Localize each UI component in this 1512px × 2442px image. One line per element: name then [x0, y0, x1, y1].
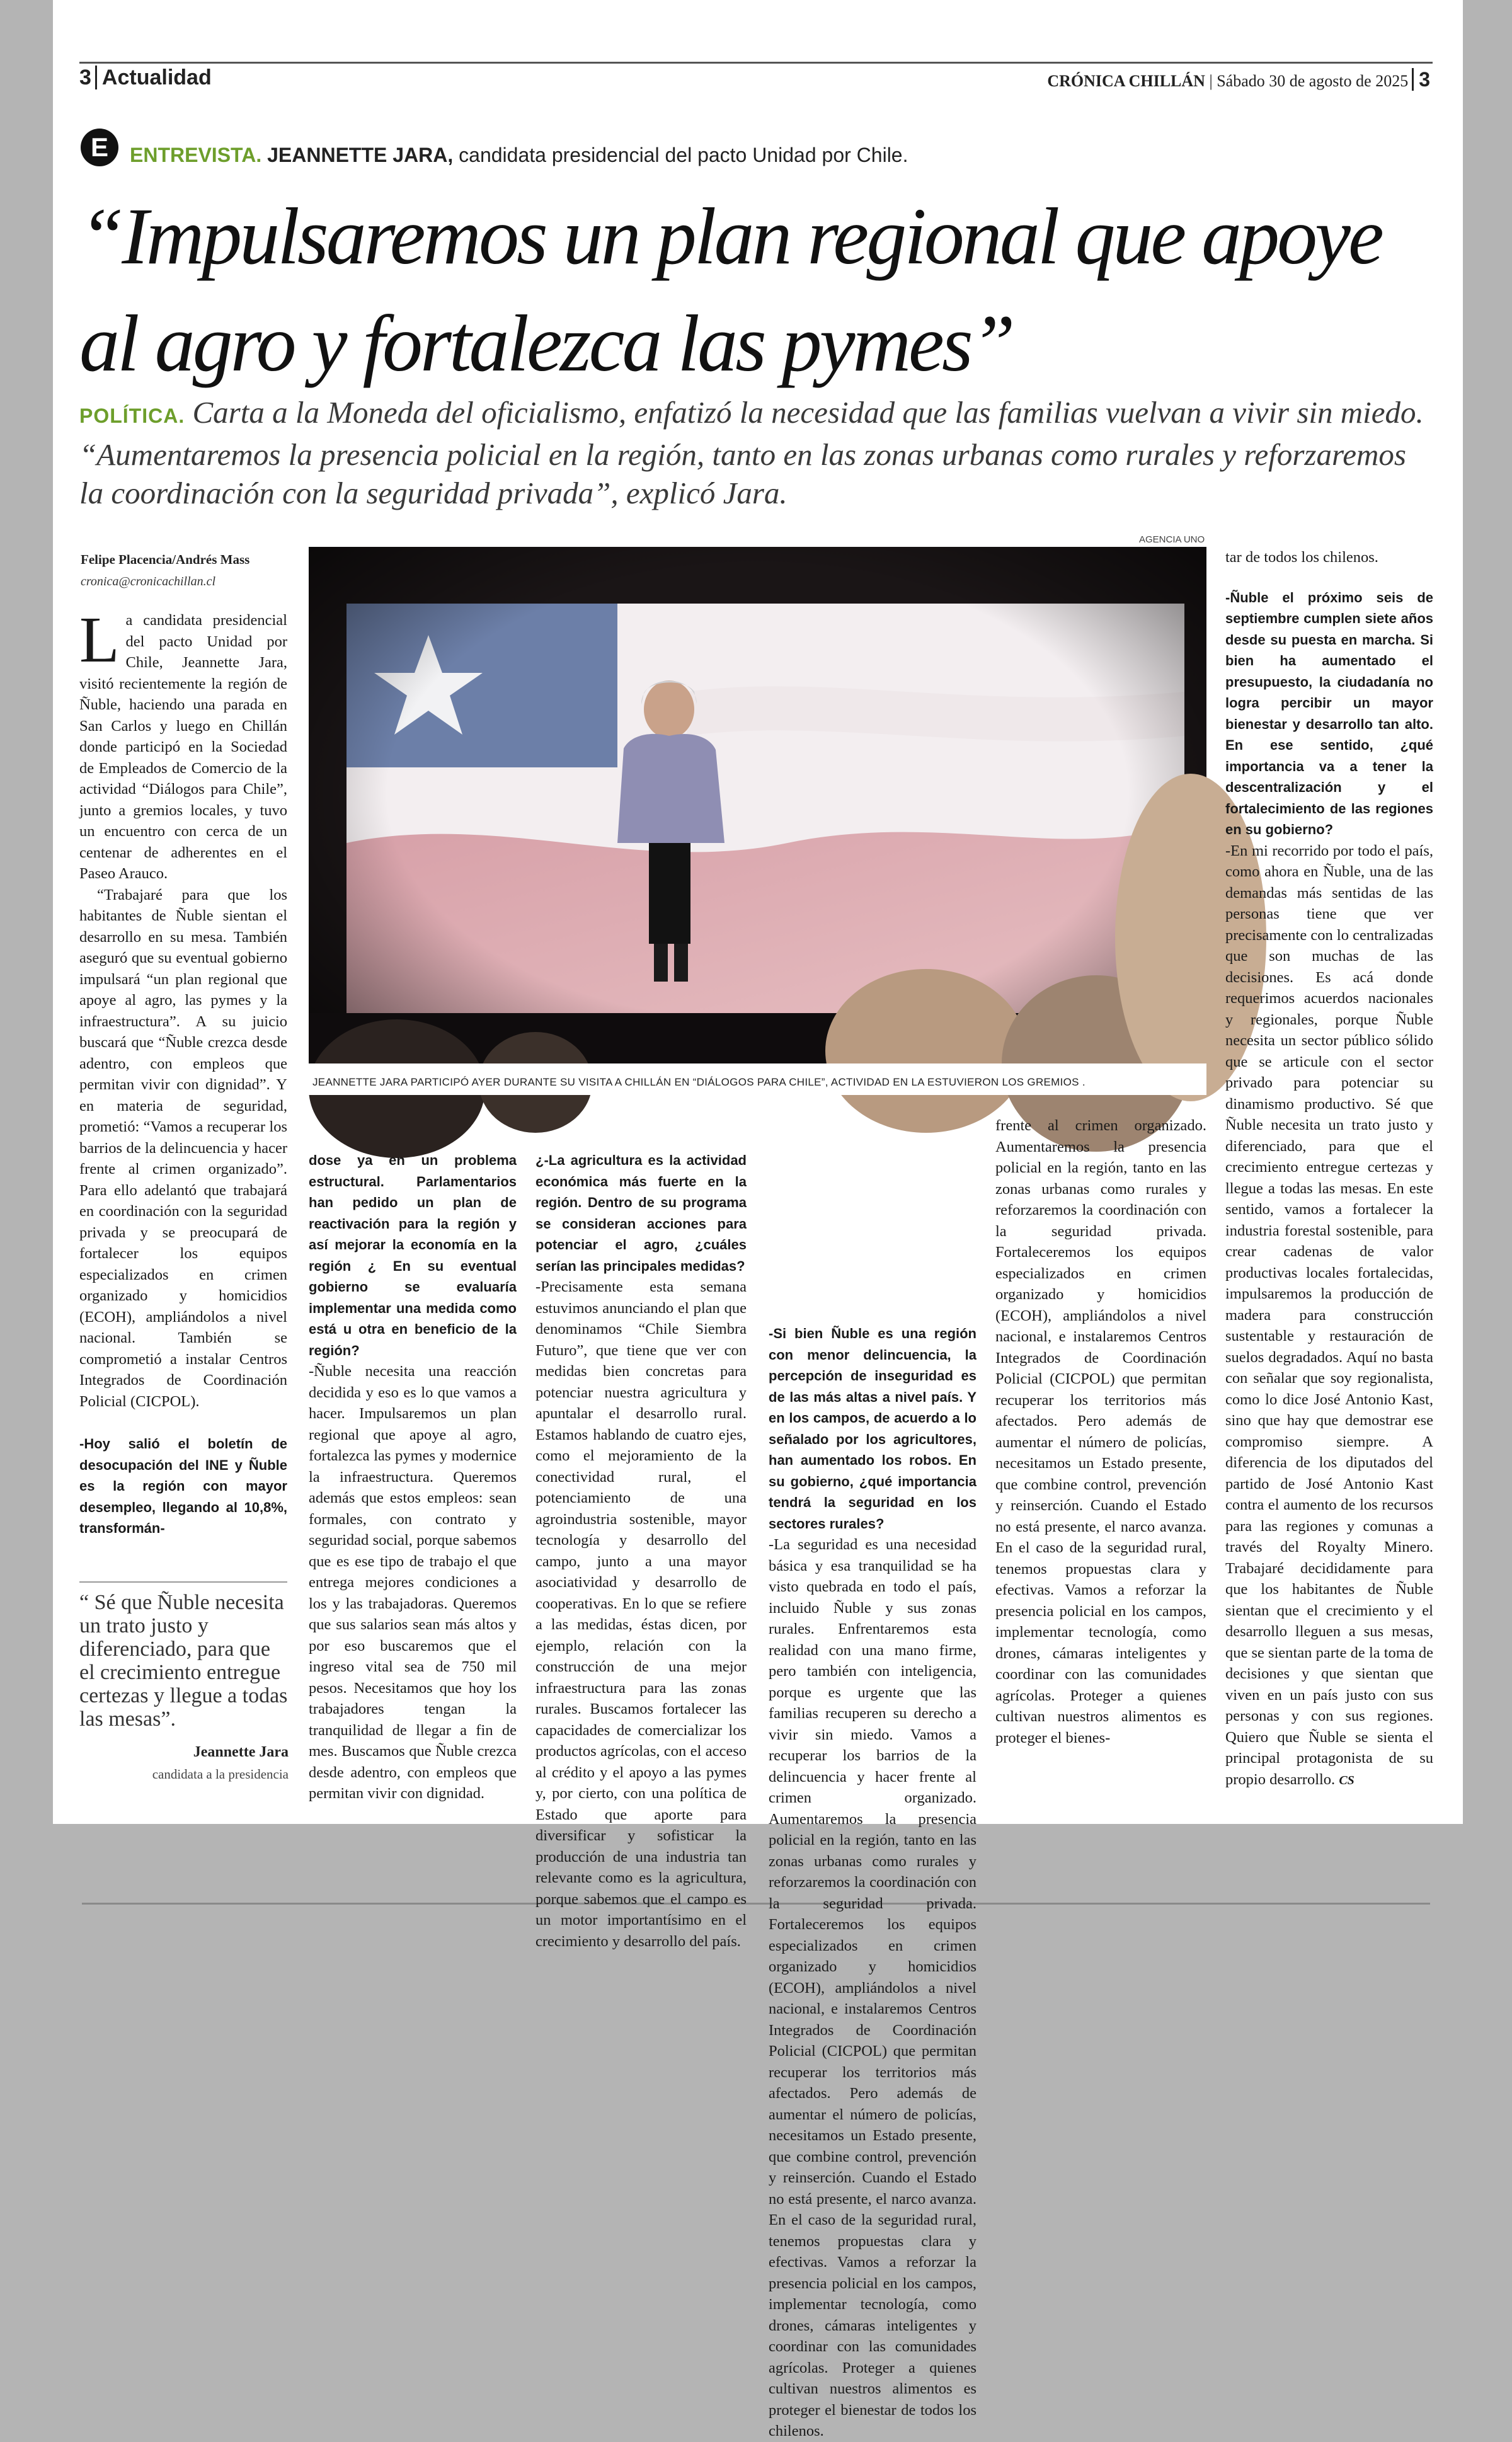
- event-photo-illustration: [309, 547, 1206, 1095]
- deck-text: Carta a la Moneda del oficialismo, enfatizó la necesidad que las familias vuelvan a vivir sin miedo. “Aumentaremos la presencia policial en la región, tanto en las zonas urbanas como rurales y reforzaremos la coordinación con la seguridad privada”, explicó Jara.: [79, 395, 1424, 510]
- publication-name: CRÓNICA CHILLÁN: [1047, 72, 1205, 90]
- article-column-5: [995, 1115, 1206, 1748]
- pull-quote-rule: [79, 1581, 287, 1583]
- section-header: [79, 66, 212, 90]
- end-mark-icon: CS: [1339, 1773, 1354, 1787]
- publication-header: CRÓNICA CHILLÁN | Sábado 30 de agosto de 2025 3: [1047, 68, 1430, 91]
- answer-3-start: [769, 1534, 976, 2439]
- answer-3-continued: frente al crimen organizado. Aumentaremos la presencia policial en la región, tanto en las zonas urbanas como rurales y reforzaremos la coordinación con la seguridad privada. Fortaleceremos los equipos especializados en crimen organizado y homicidios (ECOH), ampliándolos a nivel nacional, e instalaremos Centros Integrados de Coordinación Policial (CICPOL) que permitan recuperar los territorios más afectados. Pero además de aumentar el número de policías, necesitamos un Estado presente, que combine control, prevención y reinserción. Cuando el Estado no está presente, el narco avanza. En el caso de la seguridad rural, tenemos propuestas clara y efectivas. Vamos a reforzar la presencia policial en los campos, implementar tecnología, como drones, cámaras inteligentes y coordinar con las comunidades agrícolas. Proteger a quienes cultivan nuestros alimentos es proteger el bienes-: [995, 1117, 1206, 1746]
- answer-1: -Ñuble necesita una reacción decidida y eso es lo que vamos a hacer. Impulsaremos un plan regional que apoye al agro, fortalezca las pymes y modernice la infraestructura. Queremos además que estos empleos: sean formales, con contrato y seguridad social, porque sabemos que es ese tipo de trabajo el que entrega mejores condiciones a los y las trabajadoras. Queremos que sus salarios sean más altos y por eso buscaremos que el ingreso vital sea de 750 mil pesos. Necesitamos que hoy los trabajadores tengan la tranquilidad de llegar a fin de mes. Buscamos que Ñuble crezca desde adentro, con empleos que permitan vivir con dignidad.: [309, 1363, 517, 1802]
- question-4: -Ñuble el próximo seis de septiembre cumplen siete años desde su puesta en marcha. Si bien ha aumentado el presupuesto, la ciudadanía no logra percibir un mayor bienestar y desarrollo tan alto. En ese sentido, ¿qué importancia va a tener la descentralización y el fortalecimiento de las regiones en su gobierno?: [1225, 589, 1433, 837]
- answer-3-end: tar de todos los chilenos.: [1225, 549, 1378, 566]
- event-photo: [309, 547, 1206, 1095]
- paragraph-2: “Trabajaré para que los habitantes de Ñuble sientan el desarrollo en su mesa. También aseguró que su eventual gobierno impulsará “un plan regional que apoye al agro, las pymes y la infraestructura”. A su juicio buscará que “Ñuble crezca desde adentro, con empleos que permitan vivir con dignidad”. Y en materia de seguridad, prometió: “Vamos a recuperar los barrios de la delincuencia y hacer frente al crimen organizado”. Para ello adelantó que trabajará en coordinación con la seguridad privada y se preocupará de fortalecer los equipos especializados en crimen organizado y homicidios (ECOH), ampliándolos a nivel nacional. También se comprometió a instalar Centros Integrados de Coordinación Policial (CICPOL).: [79, 886, 287, 1410]
- question-2: ¿-La agricultura es la actividad económica más fuerte en la región. Dentro de su programa se consideran acciones para potenciar el agro, ¿cuáles serían las principales medidas?: [536, 1152, 747, 1274]
- right-margin: [1463, 0, 1512, 1824]
- page-number: 3: [79, 66, 97, 89]
- article-column-1: [79, 604, 287, 1539]
- question-3: -Si bien Ñuble es una región con menor delincuencia, la percepción de inseguridad es de las más altas a nivel país. Y en los campos, de acuerdo a lo señalado por los agricultores, han aumentado los robos. En su gobierno, ¿qué importancia tendrá la seguridad en los sectores rurales?: [769, 1326, 976, 1532]
- article-column-6: [1225, 547, 1433, 1791]
- deck: [79, 393, 1434, 512]
- entrevista-badge-icon: E: [81, 129, 118, 166]
- article-column-4: [769, 1115, 976, 2439]
- byline-email: cronica@cronicachillan.cl: [81, 575, 216, 588]
- header-rule: [79, 62, 1433, 64]
- drop-cap: L: [79, 604, 120, 676]
- question-1-start: -Hoy salió el boletín de desocupación del INE y Ñuble es la región con mayor desempleo, llegando al 10,8%, transformán-: [79, 1436, 287, 1536]
- answer-4-text: -En mi recorrido por todo el país, como ahora en Ñuble, una de las demandas más sentidas de las personas tiene que ver precisamente con lo centralizadas que son muchas de las decisiones. Es acá donde requerimos acuerdos nacionales y regionales, porque Ñuble necesita un sector público sólido que se articule con el sector privado para potenciar su dinamismo productivo. Sé que Ñuble necesita un trato justo y diferenciado, para que el crecimiento entregue certezas y llegue a todas las mesas. En este sentido, vamos a fortalecer la industria forestal sostenible, para crear cadenas de valor productivas locales fortalecidas, impulsaremos la producción de madera para construcción sustentable y restauración de suelos degradados. Aquí no basta con señalar que soy regionalista, como lo dice José Antonio Kast, sino que hay que demostrar ese compromiso siempre. A diferencia de los diputados del partido de José Antonio Kast contra el aumento de los recursos para las regiones y comunas a través del Royalty Minero. Trabajaré decididamente para que los habitantes de Ñuble sientan que el crecimiento y el desarrollo lleguen a sus mesas, que se sientan parte de la toma de decisiones y que sientan que viven en un país justo con sus personas y con sus regiones. Quiero que Ñuble se sienta el principal protagonista de su propio desarrollo.: [1225, 842, 1433, 1788]
- deck-tag: POLÍTICA.: [79, 404, 185, 427]
- lead-text: a candidata presidencial del pacto Unidad por Chile, Jeannette Jara, visitó recientemente la región de Ñuble, haciendo una parada en San Carlos y luego en Chillán donde participó en la Sociedad de Empleados de Comercio de la actividad “Diálogos para Chile”, junto a gremios locales, y tuvo un encuentro con cerca de un centenar de adherentes en el Paseo Arauco.: [79, 612, 287, 882]
- kicker-line: [130, 144, 908, 167]
- kicker-description: candidata presidencial del pacto Unidad por Chile.: [459, 144, 908, 166]
- lead-paragraph: [79, 604, 287, 885]
- pull-quote: “ Sé que Ñuble necesita un trato justo y diferenciado, para que el crecimiento entregue certezas y llegue a todas las mesas”.: [79, 1591, 288, 1731]
- article-column-3: [536, 1150, 747, 1950]
- answer-3-text: -La seguridad es una necesidad básica y esa tranquilidad se ha visto quebrada en todo el país, incluido Ñuble y sus zonas rurales. Enfrentaremos esta realidad con una mano firme, pero también con inteligencia, porque es urgente que las familias recuperen su derecho a vivir sin miedo. Vamos a recuperar los barrios de la delincuencia y hacer frente al crimen organizado. Aumentaremos la presencia policial en la región, tanto en las zonas urbanas como rurales y reforzaremos la coordinación con la seguridad privada. Fortaleceremos los equipos especializados en crimen organizado y homicidios (ECOH), ampliándolos a nivel nacional, e instalaremos Centros Integrados de Coordinación Policial (CICPOL) que permitan recuperar los territorios más afectados. Pero además de aumentar el número de policías, necesitamos un Estado presente, que combine control, prevención y reinserción. Cuando el Estado no está presente, el narco avanza. En el caso de la seguridad rural, tenemos propuestas clara y efectivas. Vamos a reforzar la presencia policial en los campos, implementar tecnología, como drones, cámaras inteligentes y coordinar con las comunidades agrícolas. Proteger a quienes cultivan nuestros alimentos es proteger el bienestar de todos los chilenos.: [769, 1536, 976, 2439]
- byline-authors: Felipe Placencia/Andrés Mass: [81, 552, 250, 567]
- publication-date: Sábado 30 de agosto de 2025: [1217, 72, 1409, 90]
- left-margin: [0, 0, 53, 1824]
- answer-2: -Precisamente esta semana estuvimos anunciando el plan que denominamos “Chile Siembra Futuro”, que tiene que ver con medidas bien concretas para potenciar nuestra agricultura y apuntalar el desarrollo rural. Estamos hablando de cuatro ejes, como el mejoramiento de la conectividad rural, el potenciamiento de una agroindustria sostenible, mayor tecnología y desarrollo del campo, junto a una mayor asociatividad y desarrollo de cooperativas. En lo que se refiere a las medidas, éstas dicen, por ejemplo, relación con la construcción de una mejor infraestructura para las zonas rurales. Buscamos fortalecer las capacidades de comercializar los productos agrícolas, con el acceso al crédito y el apoyo a las pymes y, por cierto, con una política de Estado que aporte para diversificar y sofisticar la producción de una industria tan relevante como es la agricultura, porque sabemos que el campo es un motor importantísimo en el crecimiento y desarrollo del país.: [536, 1278, 747, 1950]
- photo-credit: AGENCIA UNO: [1139, 534, 1205, 545]
- article-column-2: [309, 1150, 517, 1804]
- page-number-right: 3: [1412, 68, 1430, 91]
- kicker-name: JEANNETTE JARA,: [267, 144, 454, 166]
- section-name: Actualidad: [101, 66, 212, 89]
- pull-quote-name: Jeannette Jara: [193, 1744, 289, 1760]
- question-1-end: dose ya en un problema estructural. Parlamentarios han pedido un plan de reactivación para la región y así mejorar la economía en la región ¿ En su eventual gobierno se evaluaría implementar una medida como está u otra en beneficio de la región?: [309, 1152, 517, 1358]
- kicker-tag: ENTREVISTA.: [130, 144, 262, 166]
- answer-4: [1225, 840, 1433, 1792]
- pull-quote-role: candidata a la presidencia: [152, 1767, 289, 1782]
- photo-caption: JEANNETTE JARA PARTICIPÓ AYER DURANTE SU VISITA A CHILLÁN EN “DIÁLOGOS PARA CHILE”, ACTIVIDAD EN LA ESTUVIERON LOS GREMIOS .: [312, 1076, 1085, 1088]
- headline: “Impulsaremos un plan regional que apoye al agro y fortalezca las pymes”: [79, 192, 1382, 388]
- bottom-divider: [82, 1903, 1430, 1905]
